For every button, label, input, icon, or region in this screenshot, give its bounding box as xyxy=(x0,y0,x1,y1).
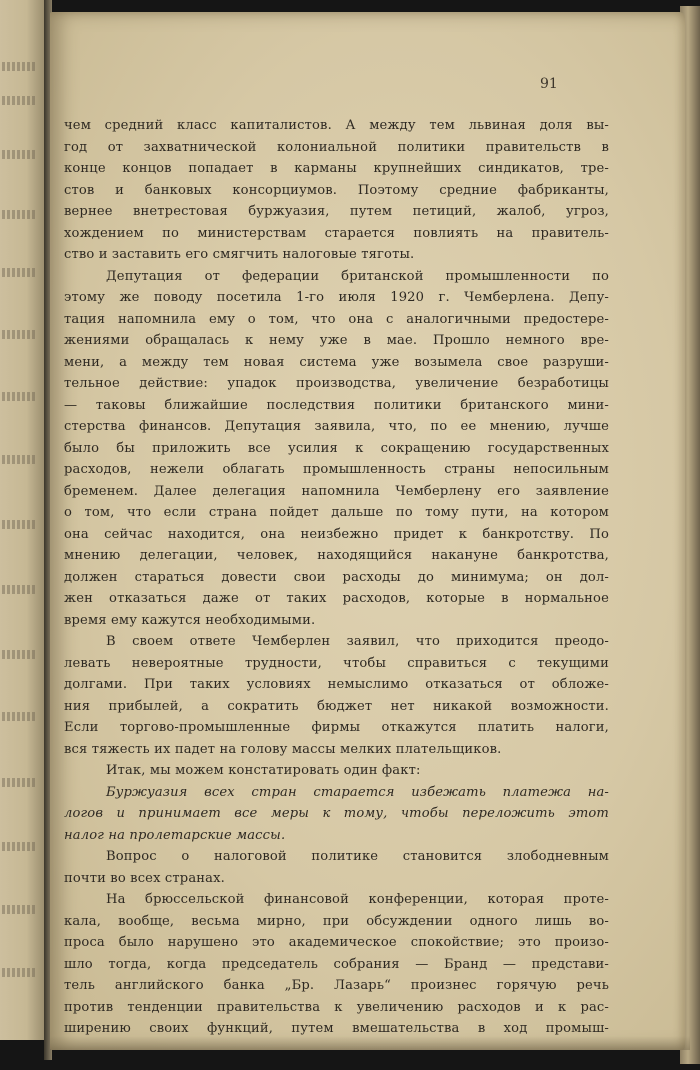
text-line: логов и принимает все меры к тому, чтобы переложить этот xyxy=(64,806,609,821)
text-line: тельное действие: упадок производства, увеличение безработицы xyxy=(64,376,609,391)
text-line: время ему кажутся необходимыми. xyxy=(64,612,316,628)
facing-page-text-fragment xyxy=(2,150,36,159)
facing-page-text-fragment xyxy=(2,455,36,464)
text-line: налог на пролетарские массы. xyxy=(64,827,286,843)
facing-page-text-fragment xyxy=(2,650,36,659)
facing-page-text-fragment xyxy=(2,330,36,339)
body-text xyxy=(64,115,609,1040)
text-line: мени, а между тем новая система уже возымела свое разруши- xyxy=(64,354,609,370)
page-bottom-wear xyxy=(50,1036,690,1050)
book-page xyxy=(50,12,685,1050)
text-line: конце концов попадает в карманы крупнейших синдикатов, тре- xyxy=(64,161,609,176)
text-line: проса было нарушено это академическое спокойствие; это произо- xyxy=(64,935,609,950)
text-line: левать невероятные трудности, чтобы справиться с текущими xyxy=(64,655,609,671)
facing-page-text-fragment xyxy=(2,905,36,914)
text-line: должен стараться довести свои расходы до минимума; он дол- xyxy=(64,569,609,585)
text-line: ния прибылей, а сократить бюджет нет никакой возможности. xyxy=(64,698,609,714)
text-line: было бы приложить все усилия к сокращению государственных xyxy=(64,440,609,456)
text-line: На брюссельской финансовой конференции, которая проте- xyxy=(106,892,609,907)
text-line: Депутация от федерации британской промышленности по xyxy=(106,268,609,284)
text-line: год от захватнической колониальной политики правительств в xyxy=(64,139,609,155)
text-line: — таковы ближайшие последствия политики британского мини- xyxy=(64,397,609,413)
text-line: тация напомнила ему о том, что она с аналогичными предостере- xyxy=(64,311,609,327)
text-line: стов и банковых консорциумов. Поэтому средние фабриканты, xyxy=(64,182,609,198)
text-line: В своем ответе Чемберлен заявил, что приходится преодо- xyxy=(106,634,609,649)
text-line: тель английского банка „Бр. Лазарь“ произнес горячую речь xyxy=(64,978,609,993)
facing-page-text-fragment xyxy=(2,392,36,401)
text-line: стерства финансов. Депутация заявила, что, по ее мнению, лучше xyxy=(64,419,609,434)
text-line: бременем. Далее делегация напомнила Чемберлену его заявление xyxy=(64,483,609,499)
text-line: ство и заставить его смягчить налоговые тяготы. xyxy=(64,247,415,262)
text-line: вернее внетрестовая буржуазия, путем петиций, жалоб, угроз, xyxy=(64,204,609,219)
facing-page-edge xyxy=(0,0,46,1040)
facing-page-text-fragment xyxy=(2,210,36,219)
text-line: шло тогда, когда председатель собрания — Бранд — представи- xyxy=(64,956,609,972)
text-line: о том, что если страна пойдет дальше по тому пути, на котором xyxy=(64,505,609,520)
text-line: Итак, мы можем констатировать один факт: xyxy=(106,763,421,778)
facing-page-text-fragment xyxy=(2,520,36,529)
text-line: жен отказаться даже от таких расходов, которые в нормальное xyxy=(64,591,609,606)
text-line: чем средний класс капиталистов. А между тем львиная доля вы- xyxy=(64,118,609,133)
facing-page-text-fragment xyxy=(2,268,36,277)
text-line: расходов, нежели облагать промышленность страны непосильным xyxy=(64,462,609,477)
text-line: хождением по министерствам старается повлиять на правитель- xyxy=(64,225,609,241)
facing-page-text-fragment xyxy=(2,585,36,594)
text-line: жениями обращалась к нему уже в мае. Прошло немного вре- xyxy=(64,333,609,348)
text-line: долгами. При таких условиях немыслимо отказаться от обложе- xyxy=(64,677,609,692)
page-number: 91 xyxy=(540,76,558,92)
text-line: почти во всех странах. xyxy=(64,870,225,886)
text-line: она сейчас находится, она неизбежно придет к банкротству. По xyxy=(64,526,609,542)
facing-page-text-fragment xyxy=(2,62,36,71)
text-line: против тенденции правительства к увеличению расходов и к рас- xyxy=(64,999,609,1015)
text-line: Буржуазия всех стран старается избежать платежа на- xyxy=(106,784,609,800)
facing-page-text-fragment xyxy=(2,778,36,787)
text-line: ширению своих функций, путем вмешательства в ход промыш- xyxy=(64,1021,609,1036)
facing-page-text-fragment xyxy=(2,96,36,105)
text-line: Если торгово-промышленные фирмы откажутся платить налоги, xyxy=(64,720,609,735)
text-line: вся тяжесть их падет на голову массы мелких плательщиков. xyxy=(64,741,502,757)
text-line: Вопрос о налоговой политике становится злободневным xyxy=(106,849,609,864)
facing-page-text-fragment xyxy=(2,842,36,851)
text-line: этому же поводу посетила 1-го июля 1920 г. Чемберлена. Депу- xyxy=(64,290,609,305)
facing-page-text-fragment xyxy=(2,968,36,977)
facing-page-text-fragment xyxy=(2,712,36,721)
text-line: мнению делегации, человек, находящийся накануне банкротства, xyxy=(64,548,609,563)
text-line: кала, вообще, весьма мирно, при обсуждении одного лишь во- xyxy=(64,913,609,929)
